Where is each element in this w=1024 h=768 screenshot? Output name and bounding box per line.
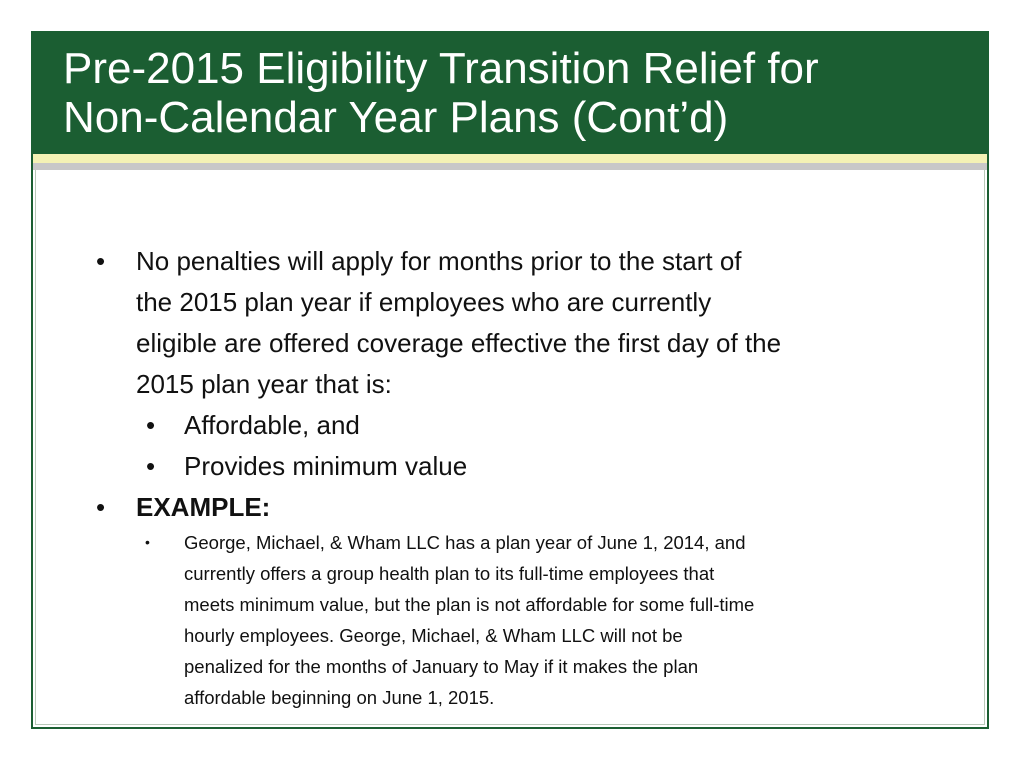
title-bar: [33, 33, 987, 154]
slide-title: [63, 44, 963, 142]
example-label: EXAMPLE:: [136, 492, 271, 522]
example-detail-line-4: hourly employees. George, Michael, & Wham LLC will not be: [184, 625, 683, 646]
bullet-dot: •: [146, 451, 156, 481]
bullet-dot: •: [145, 534, 150, 550]
slide-frame: [31, 31, 989, 729]
example-detail-line-5: penalized for the months of January to May if it makes the plan: [184, 656, 699, 677]
title-line-1: Pre-2015 Eligibility Transition Relief for: [63, 44, 819, 93]
yellow-accent-rule: [33, 154, 987, 163]
bullet-penalties-line-3: eligible are offered coverage effective the first day of the: [136, 328, 782, 358]
example-detail-line-6: affordable beginning on June 1, 2015.: [184, 687, 495, 708]
bullet-dot: •: [96, 246, 106, 276]
bullet-penalties-line-4: 2015 plan year that is:: [136, 369, 392, 399]
grey-accent-rule: [33, 163, 987, 170]
subbullet-affordable-text: Affordable, and: [184, 410, 360, 440]
bullet-penalties-line-1: No penalties will apply for months prior to the start of: [136, 246, 742, 276]
example-detail-line-1: George, Michael, & Wham LLC has a plan year of June 1, 2014, and: [184, 532, 746, 553]
title-line-2: Non-Calendar Year Plans (Cont’d): [63, 93, 729, 142]
bullet-penalties-text: [136, 241, 936, 405]
bullet-dot: •: [146, 410, 156, 440]
example-detail-line-3: meets minimum value, but the plan is not affordable for some full-time: [184, 594, 755, 615]
example-detail-line-2: currently offers a group health plan to its full-time employees that: [184, 563, 715, 584]
bullet-penalties-line-2: the 2015 plan year if employees who are currently: [136, 287, 712, 317]
example-detail-text: [184, 527, 944, 713]
subbullet-minimum-value-text: Provides minimum value: [184, 451, 468, 481]
bullet-dot: •: [96, 492, 106, 522]
